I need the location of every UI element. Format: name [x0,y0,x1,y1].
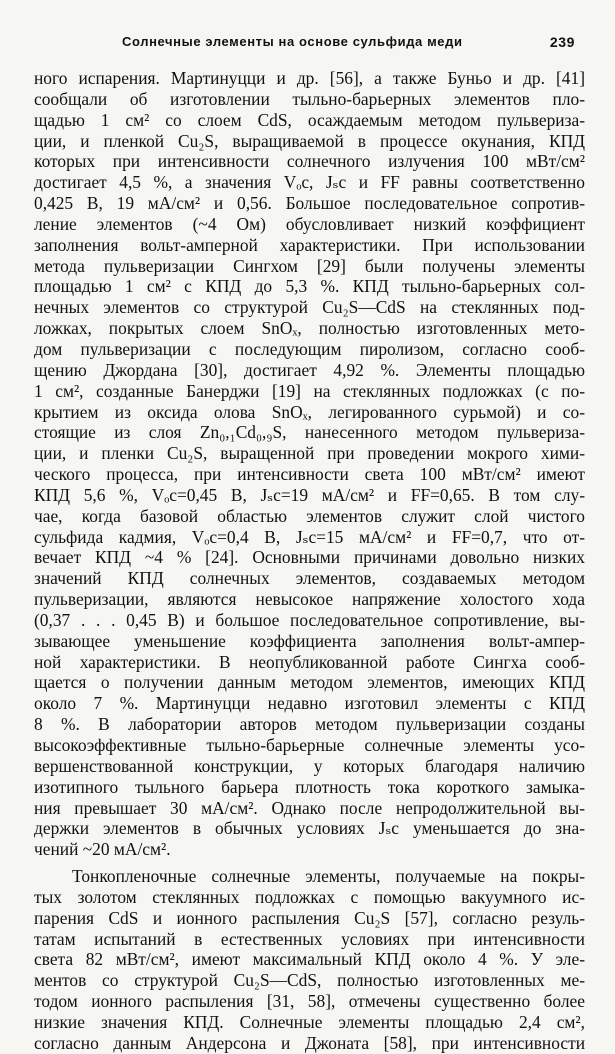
running-title: Солнечные элементы на основе сульфида меди [122,34,463,49]
text-line: сообщали об изготовлении тыльно-барьерных элементов пло- [34,88,585,109]
text-line: 8 %. В лаборатории авторов методом пульверизации созданы [34,714,585,735]
text-line: ции, и пленкой Cu₂S, выращиваемой в процессе окунания, КПД [34,130,585,151]
text-line: высокоэффективные тыльно-барьерные солнечные элементы усо- [34,735,585,755]
text-line: нечных элементов со структурой Cu₂S—CdS на стеклянных под- [34,297,585,318]
text-line: вечает КПД ~4 % [24]. Основными причинами довольно низких [34,547,585,568]
text-line: низкие значения КПД. Солнечные элементы площадью 2,4 см², [34,1011,585,1032]
text-line: щается о получении данным методом элементов, имеющих КПД [34,672,585,693]
text-line: которых при интенсивности солнечного излучения 100 мВт/см² [34,151,585,172]
text-line: ложках, покрытых слоем SnOₓ, полностью изготовленных мето- [34,318,585,339]
text-line: изотипного тыльного барьера плотность тока короткого замыка- [34,776,585,797]
text-line: метода пульверизации Сингхом [29] были получены элементы [34,255,585,276]
text-line: достигает 4,5 %, а значения Vₒc, Jₛc и FF равны соответственно [34,172,585,193]
text-line: ческого процесса, при интенсивности света 100 мВт/см² имеют [34,464,585,485]
text-line: 0,425 В, 19 мА/см² и 0,56. Большое последовательное сопротив- [34,193,585,214]
text-line: пульверизации, являются невысокое напряжение холостого хода [34,589,585,610]
text-line: 1 см², созданные Банерджи [19] на стеклянных подложках (с по- [34,380,585,401]
text-line: ния превышает 30 мА/см². Однако после непродолжительной вы- [34,797,585,818]
text-line: вершенствованной конструкции, у которых благодаря наличию [34,755,585,776]
text-line: дом пульверизации с последующим пиролизом, согласно сооб- [34,338,585,359]
body-text [34,68,585,1054]
page-number: 239 [549,34,575,50]
text-line: около 7 %. Мартинуцци недавно изготовил элементы с КПД [34,693,585,714]
text-line: ление элементов (~4 Ом) обусловливает низкий коэффициент [34,213,585,234]
text-line: держки элементов в обычных условиях Jₛc уменьшается до зна- [34,818,585,839]
text-line: ции, и пленки Cu₂S, выращенной при проведении мокрого хими- [34,443,585,464]
text-line: щению Джордана [30], достигает 4,92 %. Элементы площадью [34,359,585,380]
text-line: тых золотом стеклянных подложках с помощью вакуумного ис- [34,886,585,907]
text-line: зывающее уменьшение коэффициента заполнения вольт-ампер- [34,630,585,651]
text-line: ментов со структурой Cu₂S—CdS, полностью изготовленных ме- [34,970,585,991]
text-line: площадью 1 см² с КПД до 5,3 %. КПД тыльно-барьерных сол- [34,276,585,297]
text-line: (0,37 . . . 0,45 В) и большое последовательное сопротивление, вы- [34,609,585,630]
text-line: щадью 1 см² со слоем CdS, осаждаемым методом пульвериза- [34,109,585,130]
text-line: согласно данным Андерсона и Джоната [58], при интенсивности [34,1032,585,1053]
text-line: ной характеристики. В неопубликованной работе Сингха сооб- [34,651,585,672]
text-line: света 82 мВт/см², имеют максимальный КПД около 4 %. У эле- [34,949,585,970]
text-line: стоящие из слоя Zn₀,₁Cd₀,₉S, нанесенного методом пульвериза- [34,422,585,443]
text-line: КПД 5,6 %, Vₒc=0,45 В, Jₛc=19 мА/см² и FF=0,65. В том слу- [34,484,585,505]
text-line: заполнения вольт-амперной характеристики. При использовании [34,234,585,255]
text-line: татам испытаний в естественных условиях при интенсивности [34,928,585,949]
text-line: сульфида кадмия, Vₒc=0,4 В, Jₛc=15 мА/см² и FF=0,7, что от- [34,526,585,547]
text-line: парения CdS и ионного распыления Cu₂S [57], согласно резуль- [34,907,585,928]
text-line: Тонкопленочные солнечные элементы, получаемые на покры- [72,866,585,887]
text-line: тодом ионного распыления [31, 58], отмечены существенно более [34,991,585,1012]
text-line: чае, когда базовой областью элементов служит слой чистого [34,505,585,526]
text-line: чений ~20 мА/см². [34,839,171,860]
running-header [40,34,575,56]
text-line: ного испарения. Мартинуцци и др. [56], а также Буньо и др. [41] [34,68,585,88]
text-line: значений КПД солнечных элементов, создаваемых методом [34,568,585,589]
text-line: крытием из оксида олова SnOₓ, легированного сурьмой) и со- [34,401,585,422]
